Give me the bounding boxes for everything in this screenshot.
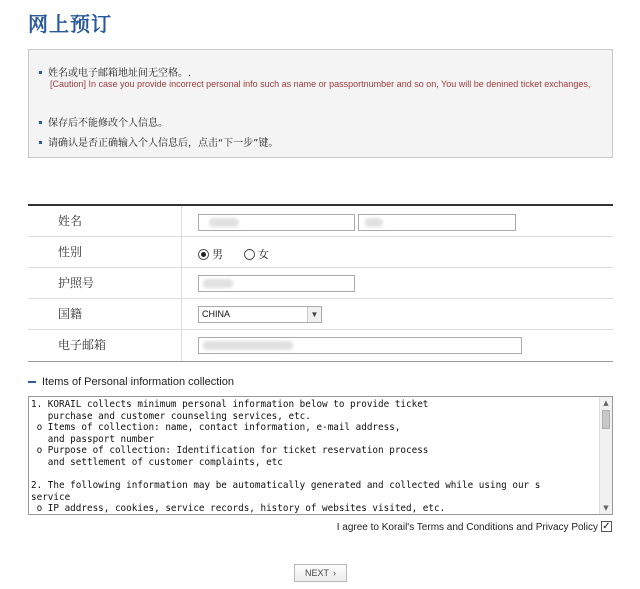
last-name-input[interactable] [358, 214, 516, 231]
nationality-select[interactable] [198, 306, 322, 323]
notice-text: 保存后不能修改个人信息。 [48, 118, 168, 129]
notice-text: 请确认是否正确输入个人信息后，点击“下一步”键。 [48, 138, 279, 149]
email-row [28, 330, 613, 361]
radio-unchecked-icon [244, 249, 255, 260]
first-name-input[interactable] [198, 214, 355, 231]
page-title: 网上预订 [28, 12, 112, 36]
notice-item [39, 114, 168, 129]
gender-female-radio[interactable]: 女 [244, 246, 269, 262]
chevron-down-icon[interactable]: ▼ [307, 307, 321, 322]
email-label: 电子邮箱 [28, 330, 182, 361]
notice-text: 姓名或电子邮箱地址间无空格。. [48, 68, 192, 79]
scroll-down-icon[interactable]: ▼ [603, 504, 609, 512]
personal-info-form [28, 204, 613, 362]
notice-box [28, 49, 613, 158]
agree-label: I agree to Korail's Terms and Conditions and Privacy Policy [336, 522, 598, 534]
bullet-icon [39, 71, 42, 74]
gender-label: 性别 [28, 237, 182, 267]
terms-text: 1. KORAIL collects minimum personal information below to provide ticket purchase and customer counseling services, etc. o Items of collection: name, contact information, e-mail address, and passport number o Purpose of collection: Identification for ticket reservation process and settlement of customer complaints, etc 2. The following information may be automatically generated and collected while using our s service o IP address, cookies, service records, history of websites visited, etc. [31, 399, 541, 515]
gender-male-radio[interactable]: 男 [198, 246, 223, 262]
gender-row [28, 237, 613, 268]
terms-section-title: Items of Personal information collection [28, 376, 234, 388]
nationality-label: 国籍 [28, 299, 182, 329]
terms-scrollbar[interactable] [599, 397, 612, 514]
dash-icon [28, 381, 36, 383]
email-input[interactable] [198, 337, 522, 354]
agree-checkbox[interactable]: ✓ [602, 521, 611, 532]
bullet-icon [39, 141, 42, 144]
scroll-up-icon[interactable]: ▲ [603, 399, 609, 407]
passport-row [28, 268, 613, 299]
agree-terms [337, 522, 612, 533]
radio-checked-icon [198, 249, 209, 260]
passport-label: 护照号 [28, 268, 182, 298]
nationality-row [28, 299, 613, 330]
name-label: 姓名 [28, 206, 182, 236]
chevron-right-icon: › [333, 568, 336, 578]
passport-input[interactable] [198, 275, 355, 292]
scroll-thumb[interactable] [602, 410, 610, 429]
next-button[interactable]: NEXT › [294, 564, 347, 582]
caution-text: [Caution] In case you provide incorrect personal info such as name or passportnumber and so on, You will be denined ticket exchanges, [50, 79, 591, 89]
notice-item [39, 134, 278, 149]
bullet-icon [39, 121, 42, 124]
nationality-value: CHINA [202, 309, 231, 319]
name-row [28, 206, 613, 237]
terms-textarea[interactable] [28, 396, 613, 515]
